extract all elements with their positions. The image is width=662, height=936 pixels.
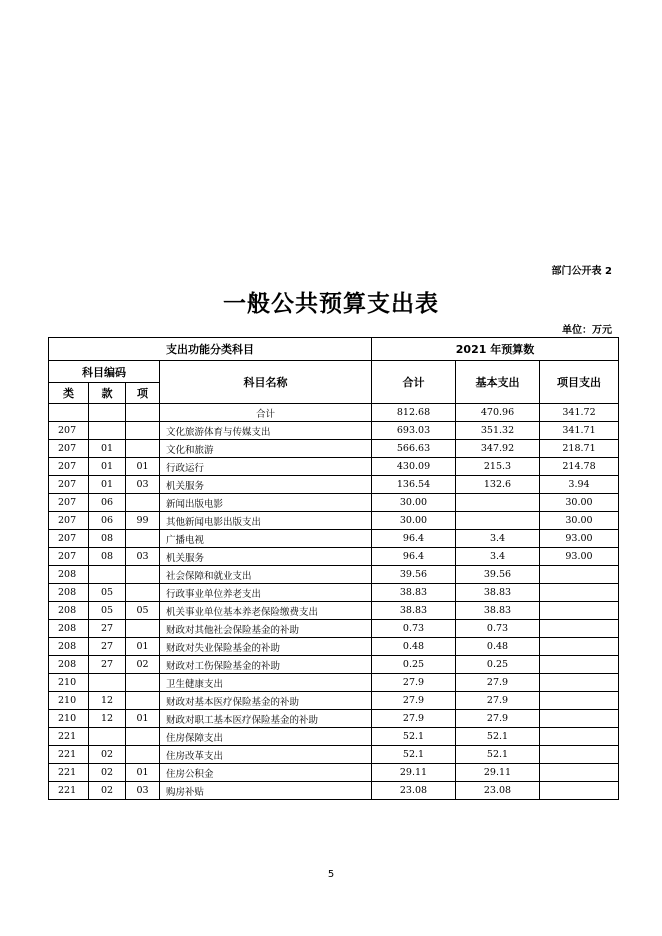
table-row: [49, 602, 619, 620]
code-kuan-cell: 05: [89, 584, 126, 602]
subject-name-cell: 行政运行: [160, 458, 372, 476]
project-expense-cell: [540, 602, 619, 620]
table-row: [49, 620, 619, 638]
project-expense-cell: [540, 566, 619, 584]
table-row: [49, 692, 619, 710]
table-row: [49, 656, 619, 674]
basic-expense-cell: 351.32: [456, 422, 540, 440]
code-xiang-cell: [126, 566, 160, 584]
code-kuan-cell: [89, 728, 126, 746]
table-row: [49, 548, 619, 566]
code-xiang-cell: 01: [126, 638, 160, 656]
code-lei-cell: 221: [49, 764, 89, 782]
project-expense-cell: [540, 764, 619, 782]
code-lei-cell: [49, 404, 89, 422]
subject-name-cell: 财政对基本医疗保险基金的补助: [160, 692, 372, 710]
basic-expense-cell: 39.56: [456, 566, 540, 584]
code-lei-cell: 221: [49, 728, 89, 746]
basic-expense-cell: 470.96: [456, 404, 540, 422]
code-kuan-cell: 08: [89, 548, 126, 566]
table-row: [49, 404, 619, 422]
table-row: [49, 530, 619, 548]
project-expense-cell: [540, 656, 619, 674]
code-kuan-cell: 27: [89, 656, 126, 674]
code-lei-cell: 207: [49, 548, 89, 566]
table-row: [49, 440, 619, 458]
subject-name-cell: 购房补贴: [160, 782, 372, 800]
table-row: [49, 584, 619, 602]
basic-expense-cell: 347.92: [456, 440, 540, 458]
code-kuan-cell: 06: [89, 494, 126, 512]
code-xiang-cell: [126, 728, 160, 746]
total-cell: 96.4: [372, 530, 456, 548]
subject-name-cell: 机关事业单位基本养老保险缴费支出: [160, 602, 372, 620]
code-kuan-cell: 12: [89, 710, 126, 728]
table-row: [49, 674, 619, 692]
code-lei-cell: 210: [49, 710, 89, 728]
subject-name-cell: 其他新闻电影出版支出: [160, 512, 372, 530]
header-subject-name: 科目名称: [160, 361, 372, 404]
subject-name-cell: 文化和旅游: [160, 440, 372, 458]
code-kuan-cell: 12: [89, 692, 126, 710]
header-xiang: 项: [126, 383, 160, 404]
basic-expense-cell: 38.83: [456, 602, 540, 620]
table-row: [49, 728, 619, 746]
table-row: [49, 422, 619, 440]
project-expense-cell: 214.78: [540, 458, 619, 476]
project-expense-cell: [540, 710, 619, 728]
total-cell: 30.00: [372, 494, 456, 512]
total-cell: 96.4: [372, 548, 456, 566]
basic-expense-cell: 0.73: [456, 620, 540, 638]
code-lei-cell: 207: [49, 512, 89, 530]
table-row: [49, 782, 619, 800]
project-expense-cell: 93.00: [540, 548, 619, 566]
subject-name-cell: 卫生健康支出: [160, 674, 372, 692]
page-title: 一般公共预算支出表: [223, 291, 439, 317]
project-expense-cell: [540, 674, 619, 692]
header-budget-year: 2021 年预算数: [372, 338, 619, 361]
code-xiang-cell: [126, 620, 160, 638]
code-xiang-cell: 01: [126, 710, 160, 728]
basic-expense-cell: 0.25: [456, 656, 540, 674]
project-expense-cell: [540, 584, 619, 602]
total-cell: 29.11: [372, 764, 456, 782]
code-xiang-cell: 05: [126, 602, 160, 620]
code-kuan-cell: 05: [89, 602, 126, 620]
project-expense-cell: [540, 620, 619, 638]
basic-expense-cell: 52.1: [456, 746, 540, 764]
code-xiang-cell: 01: [126, 458, 160, 476]
code-lei-cell: 221: [49, 746, 89, 764]
code-kuan-cell: 27: [89, 638, 126, 656]
code-xiang-cell: [126, 422, 160, 440]
basic-expense-cell: 0.48: [456, 638, 540, 656]
code-lei-cell: 208: [49, 656, 89, 674]
total-cell: 27.9: [372, 674, 456, 692]
code-lei-cell: 207: [49, 440, 89, 458]
budget-table: [48, 337, 619, 800]
code-xiang-cell: [126, 530, 160, 548]
code-xiang-cell: 03: [126, 476, 160, 494]
table-row: [49, 458, 619, 476]
code-kuan-cell: 01: [89, 440, 126, 458]
code-kuan-cell: 08: [89, 530, 126, 548]
code-xiang-cell: [126, 404, 160, 422]
basic-expense-cell: 3.4: [456, 548, 540, 566]
code-lei-cell: 208: [49, 566, 89, 584]
project-expense-cell: 341.71: [540, 422, 619, 440]
subject-name-cell: 社会保障和就业支出: [160, 566, 372, 584]
code-xiang-cell: 03: [126, 782, 160, 800]
table-row: [49, 566, 619, 584]
header-lei: 类: [49, 383, 89, 404]
total-cell: 27.9: [372, 710, 456, 728]
code-xiang-cell: [126, 584, 160, 602]
project-expense-cell: 30.00: [540, 512, 619, 530]
header-total: 合计: [372, 361, 456, 404]
basic-expense-cell: 38.83: [456, 584, 540, 602]
subject-name-cell: 住房公积金: [160, 764, 372, 782]
basic-expense-cell: 215.3: [456, 458, 540, 476]
code-lei-cell: 207: [49, 422, 89, 440]
total-cell: 38.83: [372, 584, 456, 602]
subject-name-cell: 机关服务: [160, 476, 372, 494]
subject-name-cell: 广播电视: [160, 530, 372, 548]
header-project-expense: 项目支出: [540, 361, 619, 404]
basic-expense-cell: 52.1: [456, 728, 540, 746]
subject-name-cell: 住房保障支出: [160, 728, 372, 746]
total-cell: 430.09: [372, 458, 456, 476]
code-xiang-cell: 99: [126, 512, 160, 530]
code-xiang-cell: [126, 440, 160, 458]
code-xiang-cell: 02: [126, 656, 160, 674]
total-cell: 52.1: [372, 728, 456, 746]
code-lei-cell: 208: [49, 620, 89, 638]
page-number: 5: [327, 869, 335, 880]
code-xiang-cell: [126, 692, 160, 710]
code-lei-cell: 208: [49, 602, 89, 620]
project-expense-cell: [540, 638, 619, 656]
subject-name-cell: 财政对其他社会保险基金的补助: [160, 620, 372, 638]
total-cell: 566.63: [372, 440, 456, 458]
code-kuan-cell: 02: [89, 764, 126, 782]
code-lei-cell: 208: [49, 584, 89, 602]
total-cell: 693.03: [372, 422, 456, 440]
code-kuan-cell: 27: [89, 620, 126, 638]
code-kuan-cell: 06: [89, 512, 126, 530]
header-basic-expense: 基本支出: [456, 361, 540, 404]
subject-name-cell: 财政对失业保险基金的补助: [160, 638, 372, 656]
code-lei-cell: 210: [49, 674, 89, 692]
code-lei-cell: 210: [49, 692, 89, 710]
basic-expense-cell: 29.11: [456, 764, 540, 782]
basic-expense-cell: [456, 494, 540, 512]
code-xiang-cell: 01: [126, 764, 160, 782]
code-xiang-cell: [126, 494, 160, 512]
total-cell: 38.83: [372, 602, 456, 620]
code-xiang-cell: 03: [126, 548, 160, 566]
table-row: [49, 512, 619, 530]
code-xiang-cell: [126, 674, 160, 692]
table-row: [49, 494, 619, 512]
code-kuan-cell: 01: [89, 476, 126, 494]
basic-expense-cell: 27.9: [456, 710, 540, 728]
basic-expense-cell: 132.6: [456, 476, 540, 494]
header-kuan: 款: [89, 383, 126, 404]
code-kuan-cell: 02: [89, 746, 126, 764]
code-xiang-cell: [126, 746, 160, 764]
code-lei-cell: 207: [49, 494, 89, 512]
header-function-category: 支出功能分类科目: [49, 338, 372, 361]
code-kuan-cell: [89, 566, 126, 584]
table-row: [49, 710, 619, 728]
subject-name-cell: 财政对工伤保险基金的补助: [160, 656, 372, 674]
total-cell: 812.68: [372, 404, 456, 422]
basic-expense-cell: [456, 512, 540, 530]
code-lei-cell: 208: [49, 638, 89, 656]
table-row: [49, 476, 619, 494]
total-cell: 39.56: [372, 566, 456, 584]
code-kuan-cell: 02: [89, 782, 126, 800]
project-expense-cell: 341.72: [540, 404, 619, 422]
subject-name-cell: 文化旅游体育与传媒支出: [160, 422, 372, 440]
subject-name-cell: 住房改革支出: [160, 746, 372, 764]
total-cell: 136.54: [372, 476, 456, 494]
total-cell: 52.1: [372, 746, 456, 764]
project-expense-cell: 218.71: [540, 440, 619, 458]
code-lei-cell: 207: [49, 476, 89, 494]
code-lei-cell: 207: [49, 530, 89, 548]
total-cell: 27.9: [372, 692, 456, 710]
project-expense-cell: [540, 692, 619, 710]
subject-name-cell: 机关服务: [160, 548, 372, 566]
table-row: [49, 638, 619, 656]
code-kuan-cell: [89, 422, 126, 440]
header-code-group: 科目编码: [49, 361, 160, 383]
table-row: [49, 746, 619, 764]
project-expense-cell: 93.00: [540, 530, 619, 548]
subject-name-cell: 财政对职工基本医疗保险基金的补助: [160, 710, 372, 728]
subject-name-cell: 合计: [160, 404, 372, 422]
project-expense-cell: [540, 782, 619, 800]
code-lei-cell: 221: [49, 782, 89, 800]
table-row: [49, 764, 619, 782]
code-kuan-cell: [89, 404, 126, 422]
unit-label: 单位：万元: [562, 325, 612, 336]
basic-expense-cell: 27.9: [456, 692, 540, 710]
total-cell: 0.48: [372, 638, 456, 656]
project-expense-cell: 30.00: [540, 494, 619, 512]
total-cell: 23.08: [372, 782, 456, 800]
project-expense-cell: 3.94: [540, 476, 619, 494]
basic-expense-cell: 27.9: [456, 674, 540, 692]
code-kuan-cell: [89, 674, 126, 692]
project-expense-cell: [540, 746, 619, 764]
subject-name-cell: 新闻出版电影: [160, 494, 372, 512]
basic-expense-cell: 3.4: [456, 530, 540, 548]
basic-expense-cell: 23.08: [456, 782, 540, 800]
total-cell: 0.25: [372, 656, 456, 674]
form-number: 部门公开表 2: [551, 266, 612, 277]
project-expense-cell: [540, 728, 619, 746]
code-kuan-cell: 01: [89, 458, 126, 476]
code-lei-cell: 207: [49, 458, 89, 476]
subject-name-cell: 行政事业单位养老支出: [160, 584, 372, 602]
total-cell: 0.73: [372, 620, 456, 638]
total-cell: 30.00: [372, 512, 456, 530]
